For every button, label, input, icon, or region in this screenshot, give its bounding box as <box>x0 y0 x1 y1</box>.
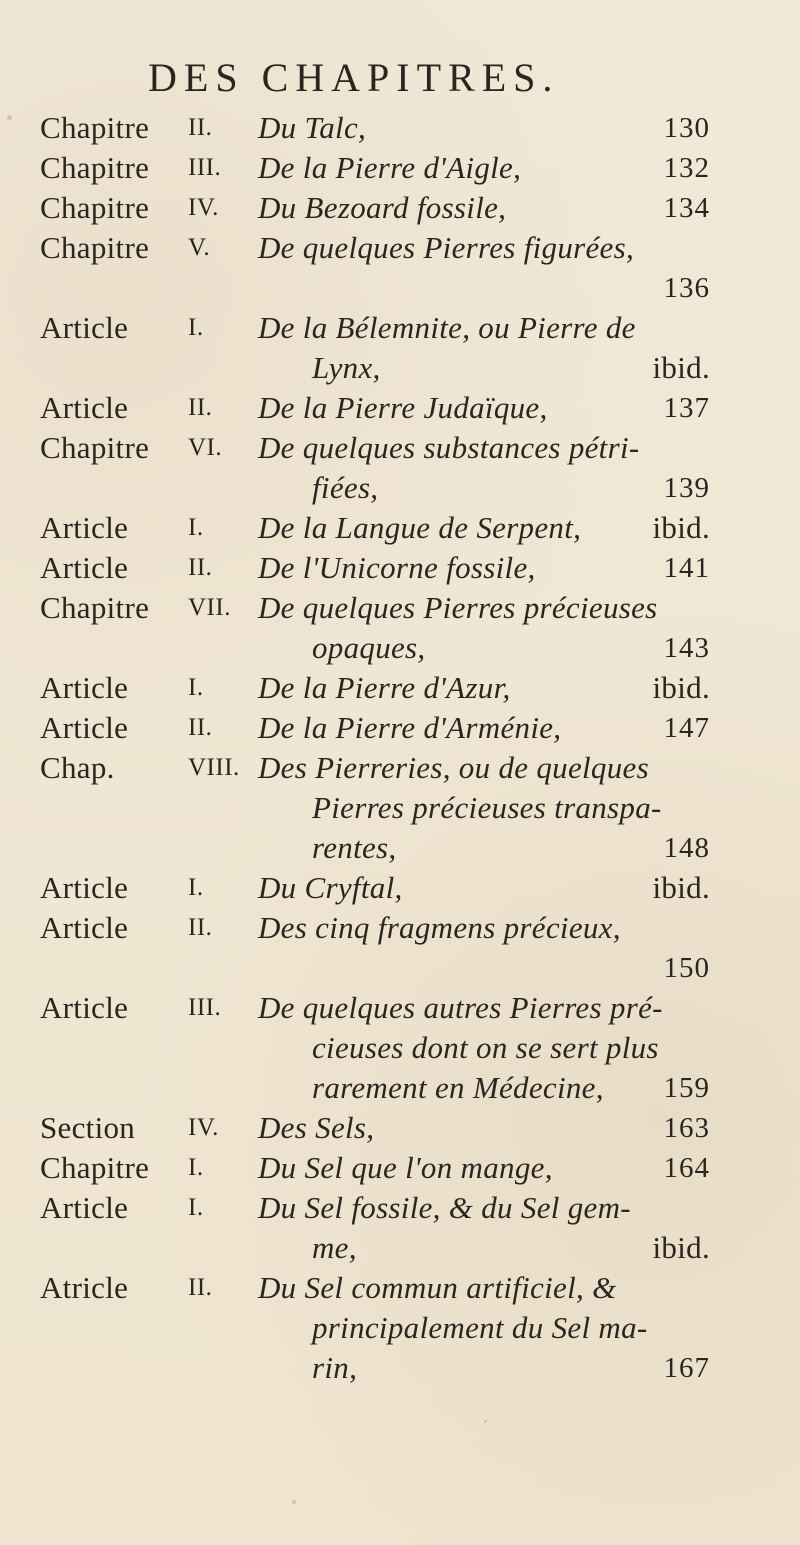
entry-label: Section <box>40 1110 136 1145</box>
entry-number: II. <box>188 554 213 581</box>
entry-label: Chapitre <box>40 150 150 185</box>
entry-label: Atricle <box>40 1270 129 1305</box>
entry-title-continuation: rin, <box>312 1350 358 1385</box>
entry-number: I. <box>188 314 204 341</box>
entry-number: III. <box>188 994 222 1021</box>
entry-label: Chapitre <box>40 430 150 465</box>
entry-label: Article <box>40 910 129 945</box>
toc-entry <box>0 108 800 148</box>
toc-entry <box>0 588 800 668</box>
entry-title: De la Langue de Serpent, <box>258 510 582 545</box>
toc-entry <box>0 188 800 228</box>
page-number: ibid. <box>652 670 710 705</box>
page-number: ibid. <box>652 510 710 545</box>
entry-label: Chapitre <box>40 110 150 145</box>
toc-line <box>0 348 800 388</box>
toc-line <box>0 948 800 988</box>
entry-title: Du Bezoard fossile, <box>258 190 507 225</box>
entry-label: Article <box>40 710 129 745</box>
page-number: 141 <box>663 552 710 584</box>
page-number: 148 <box>663 832 710 864</box>
entry-title: Du Sel que l'on mange, <box>258 1150 553 1185</box>
toc-line <box>0 668 800 708</box>
entry-title-continuation: me, <box>312 1230 357 1265</box>
toc-line <box>0 828 800 868</box>
toc-entry <box>0 988 800 1108</box>
entry-title-continuation: fiées, <box>312 470 379 505</box>
toc-entry <box>0 308 800 388</box>
toc-line <box>0 388 800 428</box>
entry-number: III. <box>188 154 222 181</box>
page-number: ibid. <box>652 1230 710 1265</box>
page-number: 139 <box>663 472 710 504</box>
entry-number: I. <box>188 674 204 701</box>
entry-title: Du Sel commun artificiel, & <box>258 1270 617 1305</box>
toc-line <box>0 548 800 588</box>
page-number: 150 <box>663 952 710 984</box>
toc-entry <box>0 1148 800 1188</box>
toc-line <box>0 508 800 548</box>
toc-line <box>0 868 800 908</box>
page-number: ibid. <box>652 350 710 385</box>
entry-label: Chapitre <box>40 190 150 225</box>
entry-title-continuation: Pierres précieuses transpa- <box>312 790 662 825</box>
entry-number: IV. <box>188 1114 219 1141</box>
entry-title-continuation: cieuses dont on se sert plus <box>312 1030 659 1065</box>
entry-label: Article <box>40 1190 129 1225</box>
toc-line <box>0 1348 800 1388</box>
entry-number: VII. <box>188 594 231 621</box>
entry-label: Article <box>40 550 129 585</box>
entry-title: De quelques substances pétri- <box>258 430 640 465</box>
entry-title: Du Cryftal, <box>258 870 403 905</box>
toc-line <box>0 908 800 948</box>
page-number: 132 <box>663 152 710 184</box>
entry-number: II. <box>188 714 213 741</box>
toc-line <box>0 1148 800 1188</box>
toc-line <box>0 708 800 748</box>
entry-number: I. <box>188 1154 204 1181</box>
entry-title: De la Pierre d'Arménie, <box>258 710 562 745</box>
page-number: ibid. <box>652 870 710 905</box>
entry-number: IV. <box>188 194 219 221</box>
entry-title: De la Pierre Judaïque, <box>258 390 548 425</box>
toc-entry <box>0 148 800 188</box>
entry-label: Chapitre <box>40 230 150 265</box>
toc-line <box>0 428 800 468</box>
toc-entry <box>0 508 800 548</box>
entry-title-continuation: rentes, <box>312 830 397 865</box>
entry-label: Chapitre <box>40 590 150 625</box>
entry-label: Article <box>40 990 129 1025</box>
toc-line <box>0 268 800 308</box>
entry-number: II. <box>188 1274 213 1301</box>
toc-entry <box>0 868 800 908</box>
entry-number: II. <box>188 114 213 141</box>
toc-line <box>0 1028 800 1068</box>
entry-title-continuation: opaques, <box>312 630 426 665</box>
page-number: 136 <box>663 272 710 304</box>
toc-line <box>0 468 800 508</box>
toc-line <box>0 1268 800 1308</box>
entry-label: Article <box>40 870 129 905</box>
page-number: 130 <box>663 112 710 144</box>
entry-title-continuation: principalement du Sel ma- <box>312 1310 648 1345</box>
entry-number: II. <box>188 914 213 941</box>
toc-entry <box>0 428 800 508</box>
page-header: DES CHAPITRES. <box>148 55 560 100</box>
toc-entry <box>0 228 800 308</box>
entry-number: I. <box>188 1194 204 1221</box>
toc-line <box>0 308 800 348</box>
entry-number: I. <box>188 874 204 901</box>
entry-label: Article <box>40 670 129 705</box>
toc-line <box>0 628 800 668</box>
entry-number: VIII. <box>188 754 240 781</box>
page-number: 159 <box>663 1072 710 1104</box>
entry-title: De quelques autres Pierres pré- <box>258 990 663 1025</box>
entry-title: Des Pierreries, ou de quelques <box>258 750 649 785</box>
entry-title: De quelques Pierres précieuses <box>258 590 658 625</box>
toc-line <box>0 108 800 148</box>
entry-title: Des Sels, <box>258 1110 375 1145</box>
toc-entry <box>0 548 800 588</box>
toc-line <box>0 1068 800 1108</box>
toc-line <box>0 788 800 828</box>
page-number: 143 <box>663 632 710 664</box>
entry-number: II. <box>188 394 213 421</box>
entry-label: Article <box>40 390 129 425</box>
entry-number: V. <box>188 234 211 261</box>
entry-title: Du Sel fossile, & du Sel gem- <box>258 1190 631 1225</box>
entry-label: Chap. <box>40 750 115 785</box>
entry-title: Des cinq fragmens précieux, <box>258 910 621 945</box>
page-number: 134 <box>663 192 710 224</box>
entry-title: De l'Unicorne fossile, <box>258 550 536 585</box>
toc-line <box>0 588 800 628</box>
entry-title-continuation: Lynx, <box>312 350 381 385</box>
toc-line <box>0 1228 800 1268</box>
page-number: 137 <box>663 392 710 424</box>
toc-line <box>0 228 800 268</box>
entry-label: Article <box>40 310 129 345</box>
toc-entry <box>0 1188 800 1268</box>
entry-title: De la Bélemnite, ou Pierre de <box>258 310 636 345</box>
toc-line <box>0 148 800 188</box>
toc-entry <box>0 748 800 868</box>
toc-entry <box>0 668 800 708</box>
toc-line <box>0 188 800 228</box>
page-number: 164 <box>663 1152 710 1184</box>
entry-title: De la Pierre d'Azur, <box>258 670 511 705</box>
toc-line <box>0 988 800 1028</box>
toc-entry <box>0 388 800 428</box>
toc-entry <box>0 908 800 988</box>
entry-label: Chapitre <box>40 1150 150 1185</box>
page-number: 147 <box>663 712 710 744</box>
toc-entry <box>0 1108 800 1148</box>
toc-line <box>0 748 800 788</box>
entry-number: VI. <box>188 434 223 461</box>
page-number: 163 <box>663 1112 710 1144</box>
entry-title: Du Talc, <box>258 110 367 145</box>
page-number: 167 <box>663 1352 710 1384</box>
entry-title: De la Pierre d'Aigle, <box>258 150 522 185</box>
toc-line <box>0 1188 800 1228</box>
entry-label: Article <box>40 510 129 545</box>
entry-number: I. <box>188 514 204 541</box>
toc-entry <box>0 708 800 748</box>
entry-title: De quelques Pierres figurées, <box>258 230 635 265</box>
toc-entry <box>0 1268 800 1388</box>
toc-line <box>0 1308 800 1348</box>
toc-line <box>0 1108 800 1148</box>
entry-title-continuation: rarement en Médecine, <box>312 1070 604 1105</box>
